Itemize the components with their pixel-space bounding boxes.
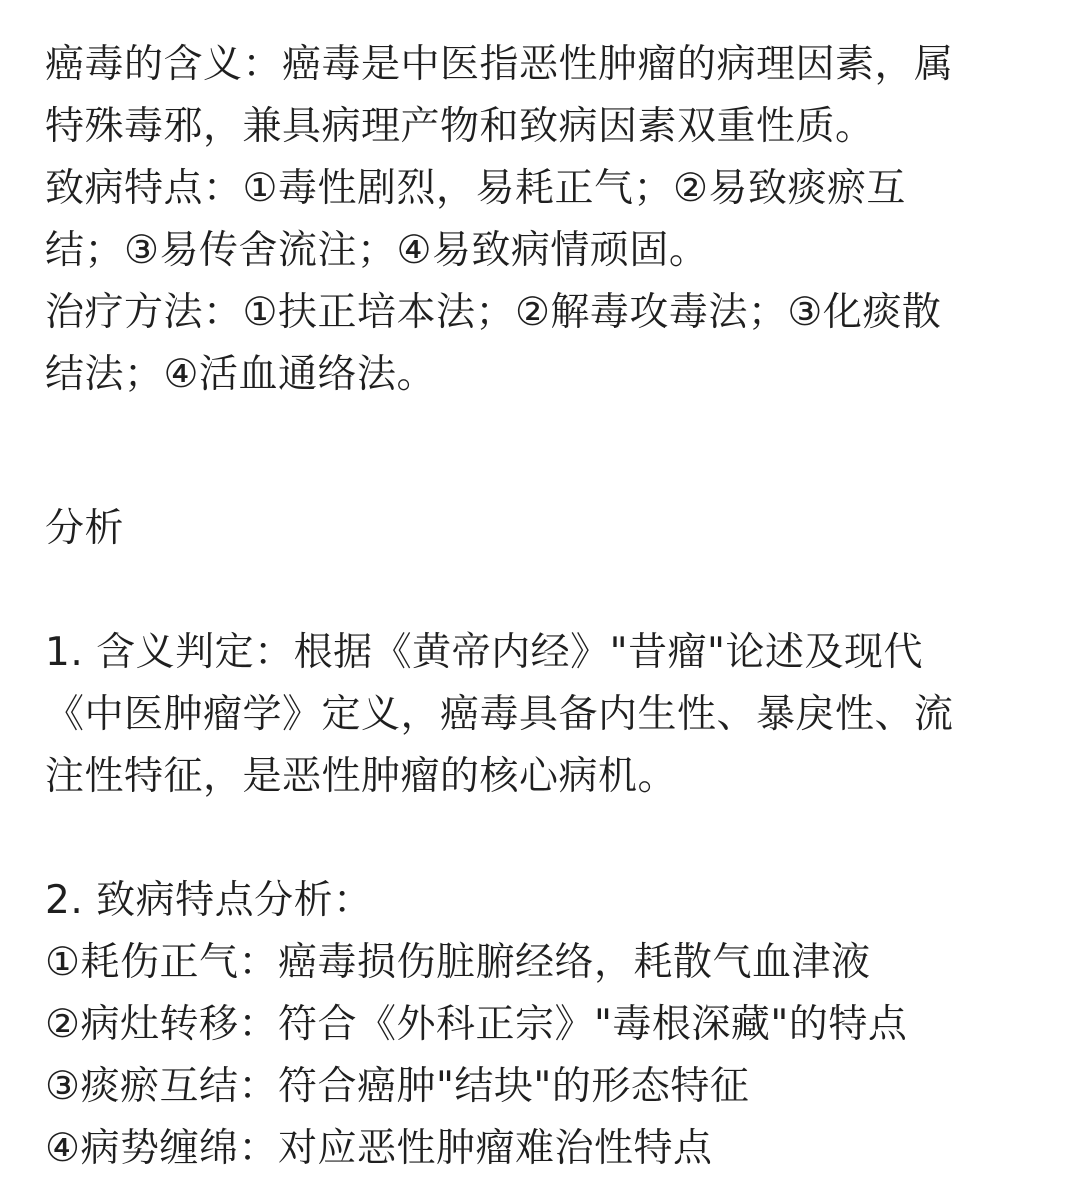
list-item: ③痰瘀互结：符合癌肿"结块"的形态特征 [45,1064,750,1109]
text-line: 治疗方法：①扶正培本法；②解毒攻毒法；③化痰散 [45,290,942,335]
text-line: 结法；④活血通络法。 [45,352,436,397]
spacer [45,406,1045,498]
text-line: 癌毒的含义：癌毒是中医指恶性肿瘤的病理因素，属 [45,42,954,87]
text-line: 注性特征，是恶性肿瘤的核心病机。 [45,754,678,799]
analysis-section-2 [45,870,1045,1180]
text-line: 致病特点：①毒性剧烈，易耗正气；②易致痰瘀互 [45,166,906,211]
list-item: ①耗伤正气：癌毒损伤脏腑经络，耗散气血津液 [45,940,871,985]
text-line: 1. 含义判定：根据《黄帝内经》"昔瘤"论述及现代 [45,630,923,675]
list-item: ②病灶转移：符合《外科正宗》"毒根深藏"的特点 [45,1002,908,1047]
spacer [45,560,1045,622]
text-line: 《中医肿瘤学》定义，癌毒具备内生性、暴戾性、流 [45,692,954,737]
intro-paragraph [45,34,1045,406]
spacer [45,808,1045,870]
analysis-section-1 [45,622,1045,808]
text-line: 结；③易传舍流注；④易致病情顽固。 [45,228,709,273]
section-title: 2. 致病特点分析： [45,878,373,923]
document-body [45,34,1045,1180]
analysis-heading: 分析 [45,506,125,551]
list-item: ④病势缠绵：对应恶性肿瘤难治性特点 [45,1126,713,1171]
text-line: 特殊毒邪，兼具病理产物和致病因素双重性质。 [45,104,875,149]
